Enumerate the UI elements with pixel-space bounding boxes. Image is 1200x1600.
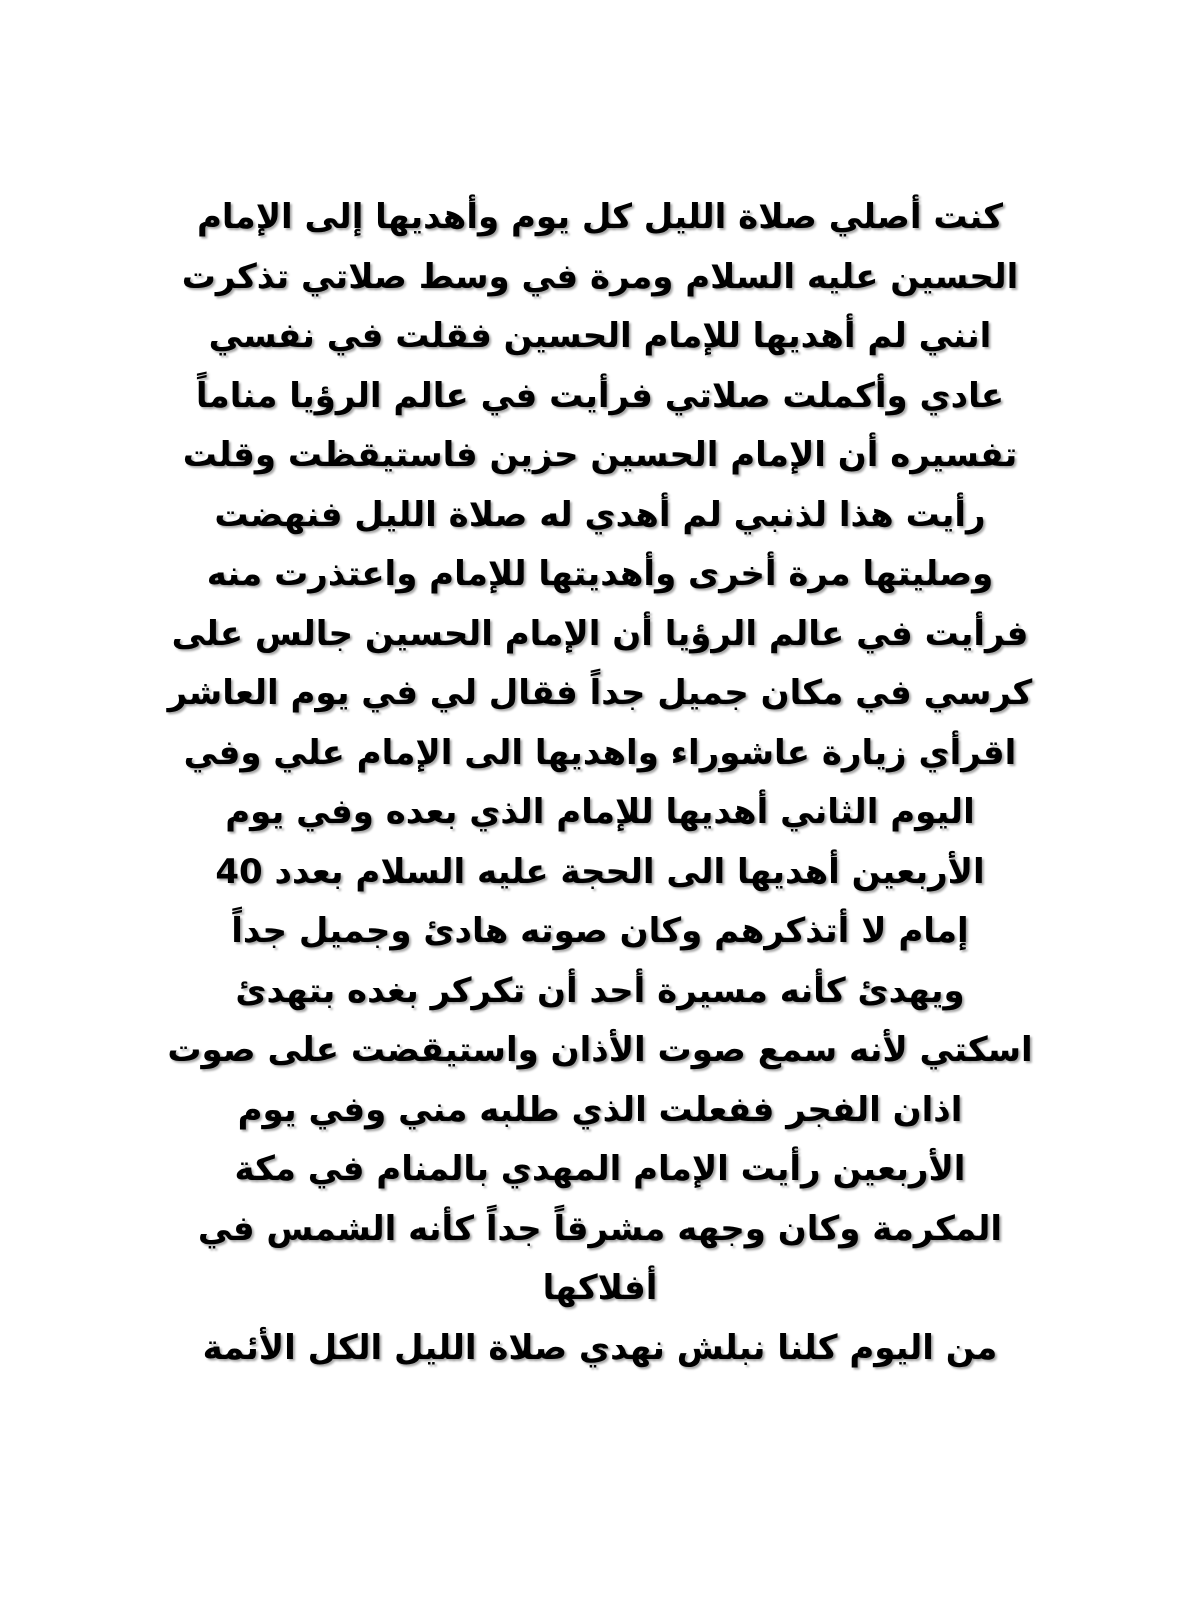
text-line: من اليوم كلنا نبلش نهدي صلاة الليل الكل الأئمة <box>202 1327 998 1368</box>
text-line: ويهدئ كأنه مسيرة أحد أن تكركر بغده بتهدئ <box>235 970 965 1011</box>
text-line: اسكتي لأنه سمع صوت الأذان واستيقضت على صوت <box>167 1030 1033 1070</box>
text-line: رأيت هذا لذنبي لم أهدي له صلاة الليل فنهضت <box>214 494 986 535</box>
text-line: الحسين عليه السلام ومرة في وسط صلاتي تذكرت <box>181 256 1019 297</box>
text-line: وصليتها مرة أخرى وأهديتها للإمام واعتذرت منه <box>206 554 994 594</box>
document-text <box>150 188 1050 1378</box>
text-line: اذان الفجر ففعلت الذي طلبه مني وفي يوم <box>237 1089 963 1130</box>
text-line: إمام لا أتذكرهم وكان صوته هادئ وجميل جداً <box>231 911 969 951</box>
text-line: فرأيت في عالم الرؤيا أن الإمام الحسين جالس على <box>171 613 1029 654</box>
text-line: المكرمة وكان وجهه مشرقاً جداً كأنه الشمس في <box>197 1208 1003 1249</box>
text-line: اليوم الثاني أهديها للإمام الذي بعده وفي يوم <box>225 792 975 832</box>
text-line: كنت أصلي صلاة الليل كل يوم وأهديها إلى الإمام <box>196 197 1004 237</box>
text-line: انني لم أهديها للإمام الحسين فقلت في نفسي <box>208 316 992 356</box>
text-line: تفسيره أن الإمام الحسين حزين فاستيقظت وقلت <box>182 435 1018 475</box>
text-line: الأربعين أهديها الى الحجة عليه السلام بعدد 40 <box>215 851 985 892</box>
text-line: كرسي في مكان جميل جداً فقال لي في يوم العاشر <box>167 673 1033 713</box>
text-line: عادي وأكملت صلاتي فرأيت في عالم الرؤيا مناماً <box>195 375 1005 416</box>
text-line: الأربعين رأيت الإمام المهدي بالمنام في مكة <box>234 1149 966 1189</box>
text-line: اقرأي زيارة عاشوراء واهديها الى الإمام علي وفي <box>183 732 1017 773</box>
text-line: أفلاكها <box>542 1268 658 1308</box>
